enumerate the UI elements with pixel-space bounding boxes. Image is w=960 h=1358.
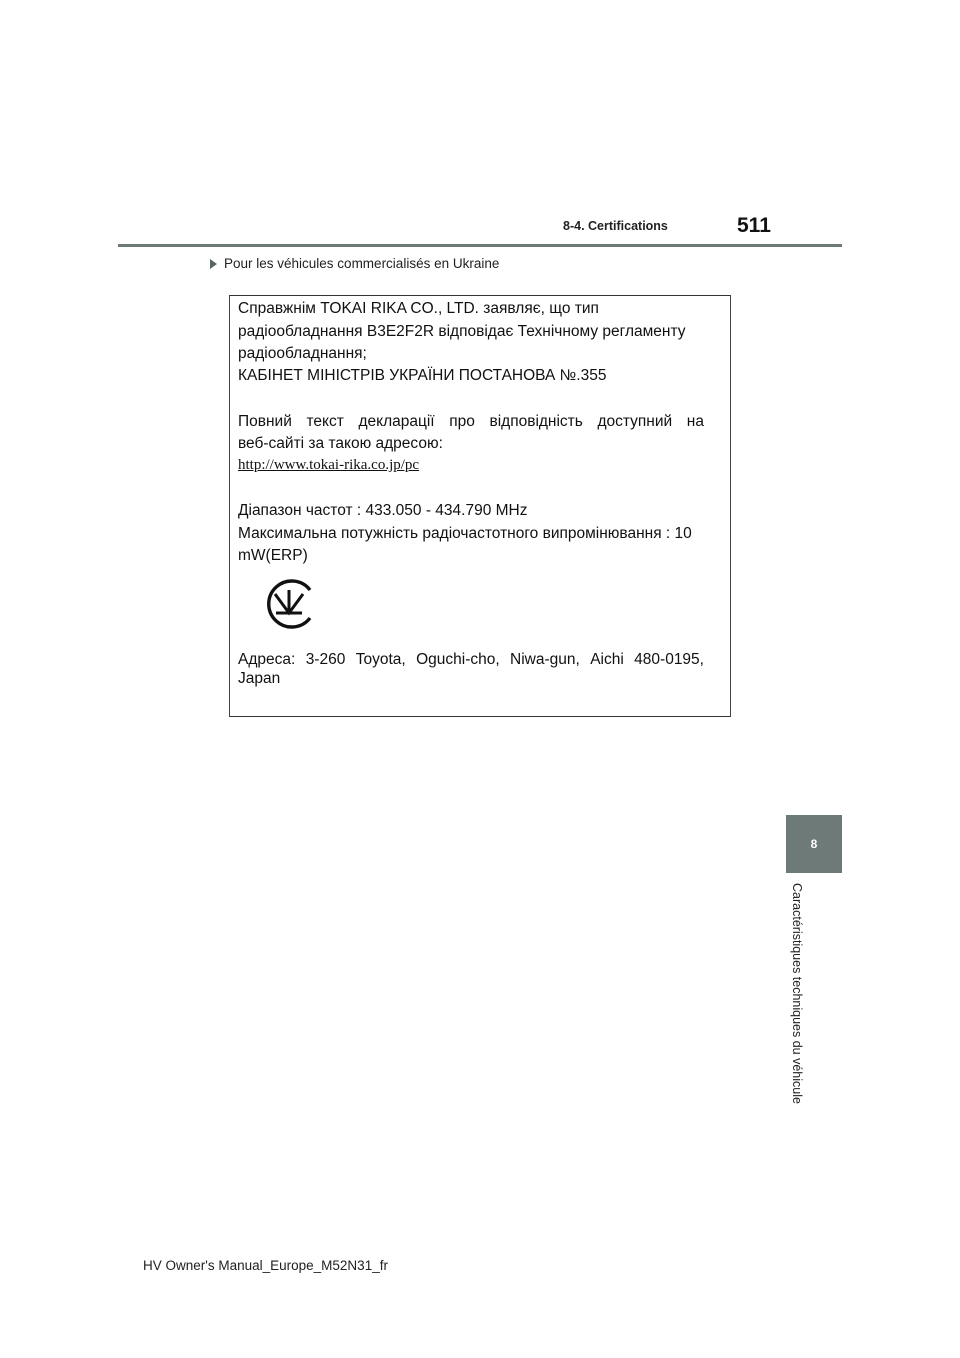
cert-word: доступний bbox=[597, 413, 673, 430]
cert-power-line-1: Максимальна потужність радіочастотного випромінювання : 10 bbox=[238, 525, 692, 542]
cert-word: декларації bbox=[358, 413, 435, 430]
header-divider bbox=[118, 244, 842, 247]
cert-line-1: Справжнім TOKAI RIKA CO., LTD. заявляє, що тип bbox=[238, 300, 599, 317]
cert-word: Aichi bbox=[590, 651, 624, 668]
cert-word: Oguchi-cho, bbox=[416, 651, 500, 668]
cert-address-line-1 bbox=[238, 651, 704, 669]
cert-word: 480-0195, bbox=[634, 651, 704, 668]
footer-text: HV Owner's Manual_Europe_M52N31_fr bbox=[143, 1258, 388, 1273]
cert-word: на bbox=[686, 413, 704, 430]
cert-line-5 bbox=[238, 413, 704, 431]
cert-address-line-2: Japan bbox=[238, 670, 281, 687]
cert-word: 3-260 bbox=[305, 651, 346, 668]
ukrainian-conformity-mark-icon bbox=[262, 577, 316, 631]
cert-url-link[interactable]: http://www.tokai-rika.co.jp/pc bbox=[238, 457, 420, 473]
triangle-right-icon bbox=[210, 259, 217, 269]
section-title: 8-4. Certifications bbox=[563, 219, 668, 233]
cert-word: відповідність bbox=[489, 413, 583, 430]
cert-word: Адреса: bbox=[238, 651, 296, 668]
page-number: 511 bbox=[737, 214, 771, 237]
intro-text: Pour les véhicules commercialisés en Ukraine bbox=[224, 256, 500, 271]
cert-line-6: веб-сайті за такою адресою: bbox=[238, 435, 443, 452]
chapter-caption: Caractéristiques techniques du véhicule bbox=[790, 883, 804, 1104]
cert-word: Niwa-gun, bbox=[510, 651, 580, 668]
cert-word: Повний bbox=[238, 413, 292, 430]
cert-word: текст bbox=[306, 413, 344, 430]
cert-line-4: КАБІНЕТ МІНІСТРІВ УКРАЇНИ ПОСТАНОВА №.355 bbox=[238, 367, 607, 384]
cert-line-2: радіообладнання B3E2F2R відповідає Технічному регламенту bbox=[238, 323, 686, 340]
cert-line-3: радіообладнання; bbox=[238, 345, 367, 362]
cert-power-line-2: mW(ERP) bbox=[238, 547, 308, 564]
cert-frequency: Діапазон частот : 433.050 - 434.790 MHz bbox=[238, 502, 528, 519]
cert-word: про bbox=[449, 413, 475, 430]
chapter-tab[interactable] bbox=[786, 815, 842, 873]
chapter-number: 8 bbox=[810, 837, 818, 851]
intro-line bbox=[210, 256, 499, 271]
cert-word: Toyota, bbox=[355, 651, 406, 668]
